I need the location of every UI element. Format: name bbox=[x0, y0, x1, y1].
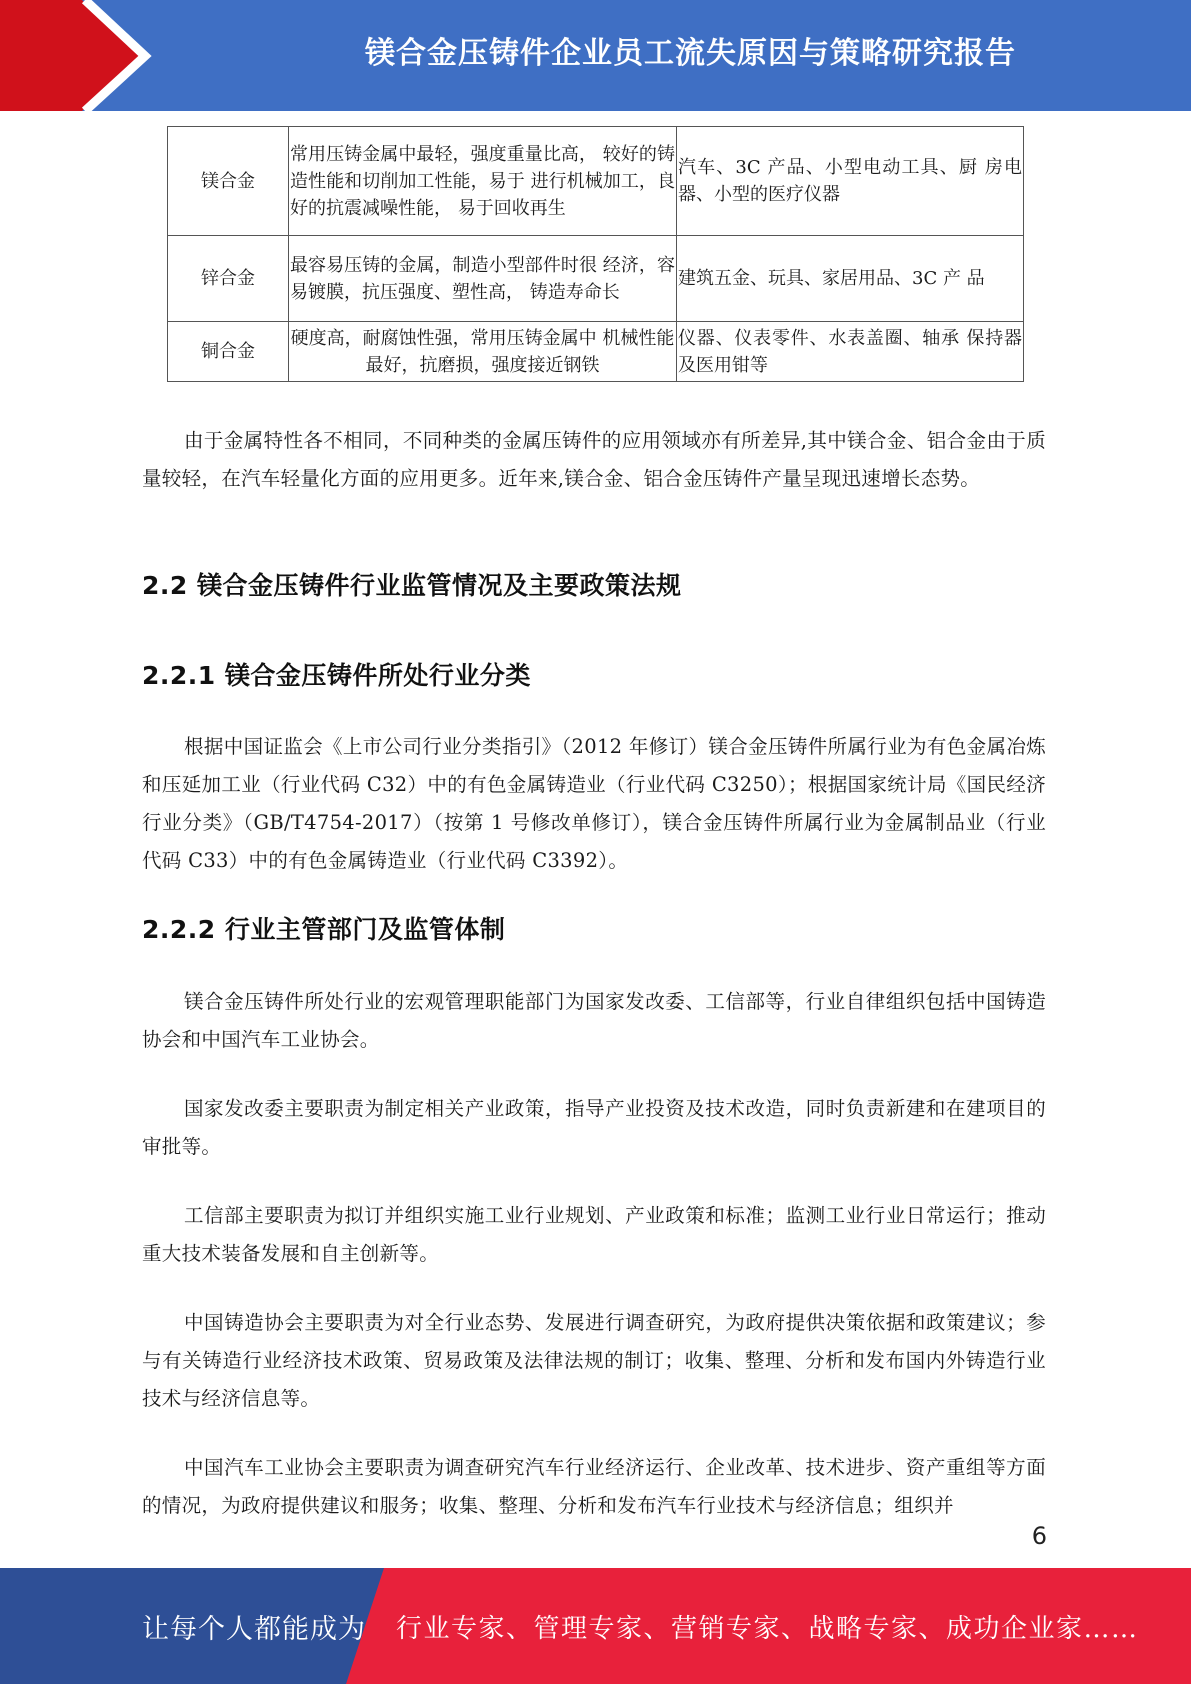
heading-2-2: 2.2 镁合金压铸件行业监管情况及主要政策法规 bbox=[142, 571, 682, 600]
paragraph-foundry-association: 中国铸造协会主要职责为对全行业态势、发展进行调查研究，为政府提供决策依据和政策建议；参与有关铸造行业经济技术政策、贸易政策及法律法规的制订；收集、整理、分析和发布国内外铸造行业技术与经济信息等。 bbox=[142, 1311, 1046, 1410]
paragraph-foundry-association-block bbox=[142, 1304, 1046, 1418]
paragraph-ndrc-block bbox=[142, 1090, 1046, 1166]
paragraph-industry-classification: 根据中国证监会《上市公司行业分类指引》（2012 年修订）镁合金压铸件所属行业为有色金属冶炼和压延加工业（行业代码 C32）中的有色金属铸造业（行业代码 C3250）；根据国家统计局《国民经济行业分类》（GB/T4754-2017）（按第 1 号修改单修订），镁合金压铸件所属行业为金属制品业（行业代码 C33）中的有色金属铸造业（行业代码 C3392）。 bbox=[142, 735, 1046, 872]
paragraph-miit: 工信部主要职责为拟订并组织实施工业行业规划、产业政策和标准；监测工业行业日常运行；推动重大技术装备发展和自主创新等。 bbox=[142, 1204, 1046, 1265]
heading-2-2-2-block bbox=[142, 910, 1046, 946]
heading-2-2-1-block bbox=[142, 656, 1046, 692]
footer-slogan-right: 行业专家、管理专家、营销专家、战略专家、成功企业家…… bbox=[396, 1613, 1139, 1644]
table-cell-applications: 仪器、仪表零件、水表盖圈、轴承 保持器及医用钳等 bbox=[677, 322, 1024, 382]
table-cell-features: 常用压铸金属中最轻，强度重量比高， 较好的铸造性能和切削加工性能，易于 进行机械加工，良好的抗震减噪性能， 易于回收再生 bbox=[289, 127, 677, 236]
footer-slogan-left: 让每个人都能成为 bbox=[142, 1613, 366, 1645]
paragraph-ndrc: 国家发改委主要职责为制定相关产业政策，指导产业投资及技术改造，同时负责新建和在建项目的审批等。 bbox=[142, 1097, 1046, 1158]
paragraph-regulators: 镁合金压铸件所处行业的宏观管理职能部门为国家发改委、工信部等，行业自律组织包括中国铸造协会和中国汽车工业协会。 bbox=[142, 990, 1046, 1051]
table-cell-features: 硬度高，耐腐蚀性强，常用压铸金属中 机械性能最好，抗磨损，强度接近钢铁 bbox=[289, 322, 677, 382]
table-row bbox=[168, 322, 1024, 382]
table-cell-applications: 建筑五金、玩具、家居用品、3C 产 品 bbox=[677, 236, 1024, 322]
table-row bbox=[168, 127, 1024, 236]
table-cell-metal: 锌合金 bbox=[168, 236, 289, 322]
paragraph-application-differences: 由于金属特性各不相同，不同种类的金属压铸件的应用领域亦有所差异,其中镁合金、铝合金由于质量较轻，在汽车轻量化方面的应用更多。近年来,镁合金、铝合金压铸件产量呈现迅速增长态势。 bbox=[142, 429, 1046, 490]
table-cell-metal: 镁合金 bbox=[168, 127, 289, 236]
paragraph-miit-block bbox=[142, 1197, 1046, 1273]
table-cell-applications: 汽车、3C 产品、小型电动工具、厨 房电器、小型的医疗仪器 bbox=[677, 127, 1024, 236]
paragraph-auto-association: 中国汽车工业协会主要职责为调查研究汽车行业经济运行、企业改革、技术进步、资产重组等方面的情况，为政府提供建议和服务；收集、整理、分析和发布汽车行业技术与经济信息；组织并 bbox=[142, 1456, 1046, 1517]
page-footer bbox=[0, 1568, 1191, 1684]
heading-2-2-block bbox=[142, 566, 1046, 602]
heading-2-2-1: 2.2.1 镁合金压铸件所处行业分类 bbox=[142, 661, 531, 690]
table-cell-features: 最容易压铸的金属，制造小型部件时很 经济，容易镀膜，抗压强度、塑性高， 铸造寿命长 bbox=[289, 236, 677, 322]
table-cell-metal: 铜合金 bbox=[168, 322, 289, 382]
report-title: 镁合金压铸件企业员工流失原因与策略研究报告 bbox=[365, 36, 1016, 71]
paragraph-industry-classification-block bbox=[142, 728, 1046, 880]
paragraph-application-differences-block bbox=[142, 422, 1046, 498]
table-row bbox=[168, 236, 1024, 322]
page-number: 6 bbox=[1031, 1522, 1047, 1550]
paragraph-auto-association-block bbox=[142, 1449, 1046, 1525]
heading-2-2-2: 2.2.2 行业主管部门及监管体制 bbox=[142, 915, 506, 944]
alloy-properties-table bbox=[167, 126, 1024, 382]
paragraph-regulators-block bbox=[142, 983, 1046, 1059]
page-header bbox=[0, 0, 1191, 111]
